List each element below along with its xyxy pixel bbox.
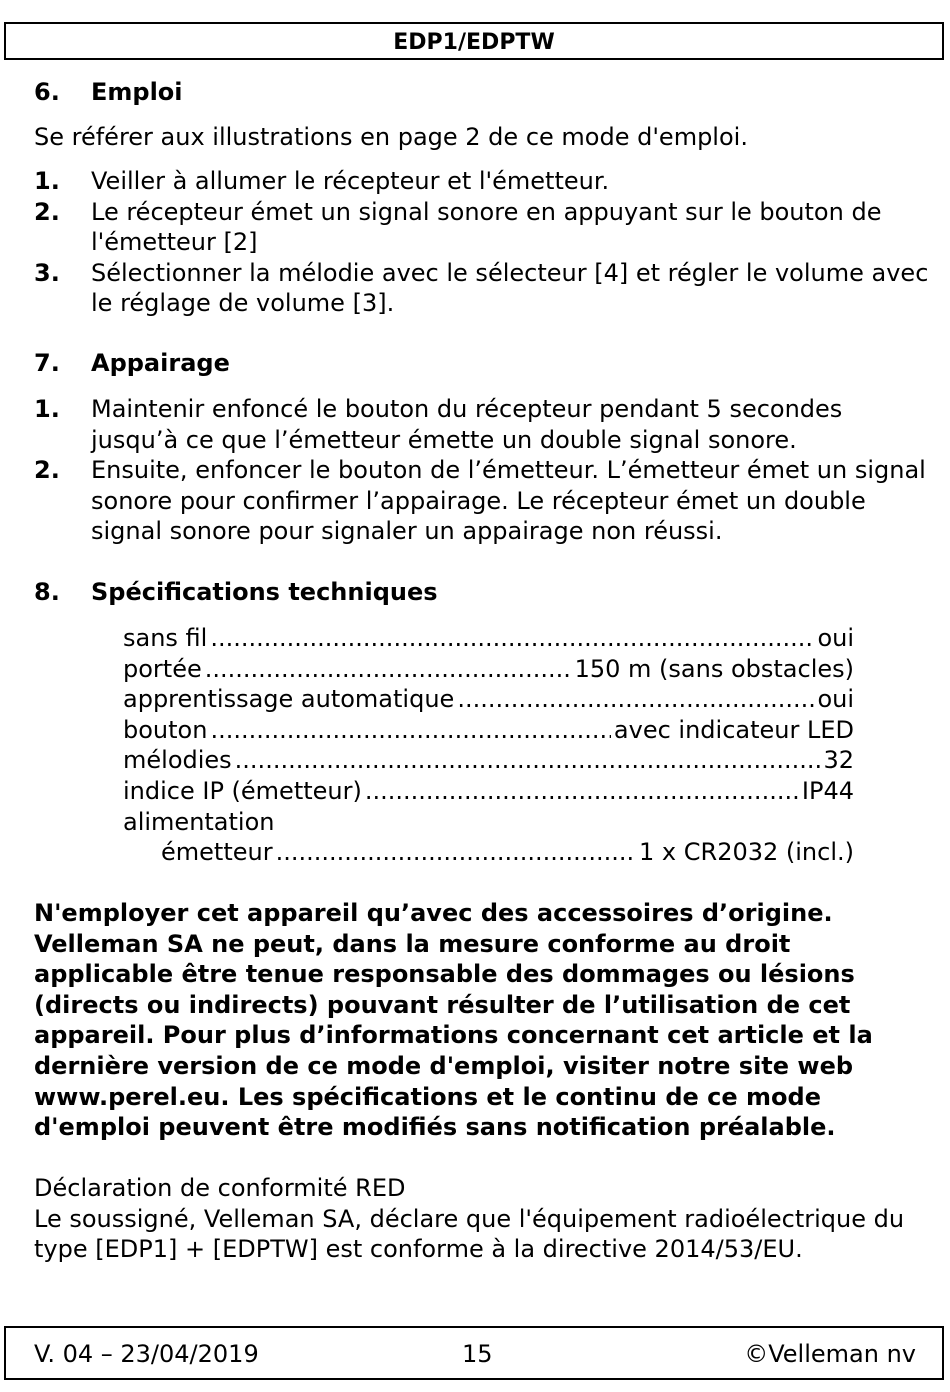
step-text: Veiller à allumer le récepteur et l'émetteur. bbox=[91, 167, 610, 195]
section-number: 7. bbox=[34, 349, 60, 377]
spec-label: émetteur bbox=[161, 838, 273, 867]
emploi-steps-list bbox=[34, 166, 934, 319]
spec-value: IP44 bbox=[801, 776, 854, 805]
spec-label: portée bbox=[123, 654, 202, 683]
section-number: 6. bbox=[34, 78, 60, 106]
section-heading: Appairage bbox=[91, 349, 230, 377]
spec-value: avec indicateur LED bbox=[613, 715, 854, 744]
page-header bbox=[4, 22, 944, 60]
step-number: 3. bbox=[34, 258, 60, 287]
leader-dots bbox=[365, 776, 799, 807]
spec-value: oui bbox=[817, 685, 854, 714]
section-number: 8. bbox=[34, 578, 60, 606]
step-number: 2. bbox=[34, 197, 60, 226]
specifications-table bbox=[123, 623, 854, 868]
spec-row bbox=[123, 745, 854, 776]
spec-label: indice IP (émetteur) bbox=[123, 776, 362, 805]
list-item bbox=[34, 197, 934, 258]
list-item bbox=[34, 258, 934, 319]
spec-label: sans fil bbox=[123, 624, 208, 652]
spec-row bbox=[123, 654, 854, 685]
list-item bbox=[34, 394, 934, 455]
spec-row bbox=[123, 837, 854, 868]
section-heading: Emploi bbox=[91, 78, 183, 106]
spec-row bbox=[123, 807, 854, 838]
declaration-block bbox=[34, 1173, 934, 1265]
spec-row bbox=[123, 715, 854, 746]
step-text: Maintenir enfoncé le bouton du récepteur pendant 5 secondes jusqu’à ce que l’émetteur émette un double signal sonore. bbox=[91, 395, 843, 454]
section-heading: Spécifications techniques bbox=[91, 578, 438, 606]
step-text: Le récepteur émet un signal sonore en appuyant sur le bouton de l'émetteur [2] bbox=[91, 197, 882, 256]
spec-label: bouton bbox=[123, 715, 208, 744]
footer-copyright: ©Velleman nv bbox=[744, 1340, 916, 1368]
step-number: 2. bbox=[34, 456, 60, 484]
section-intro: Se référer aux illustrations en page 2 de ce mode d'emploi. bbox=[34, 123, 748, 151]
spec-label: alimentation bbox=[123, 807, 275, 836]
step-text: Ensuite, enfoncer le bouton de l’émetteur. L’émetteur émet un signal sonore pour confirmer l’appairage. Le récepteur émet un double signal sonore pour signaler un appairage non réussi. bbox=[91, 456, 926, 545]
step-text: Sélectionner la mélodie avec le sélecteur [4] et régler le volume avec le réglage de volume [3]. bbox=[91, 258, 929, 317]
header-title: EDP1/EDPTW bbox=[393, 30, 555, 55]
list-item bbox=[34, 455, 934, 547]
spec-label: mélodies bbox=[123, 746, 232, 775]
leader-dots bbox=[205, 654, 572, 685]
spec-value: 1 x CR2032 (incl.) bbox=[639, 838, 854, 867]
section-title-emploi bbox=[34, 77, 183, 107]
spec-row bbox=[123, 684, 854, 715]
spec-row bbox=[123, 623, 854, 654]
spec-row bbox=[123, 776, 854, 807]
footer-version: V. 04 – 23/04/2019 bbox=[34, 1340, 259, 1368]
page-number: 15 bbox=[462, 1340, 493, 1368]
spec-value: 32 bbox=[823, 746, 854, 775]
leader-dots bbox=[276, 837, 636, 868]
declaration-title: Déclaration de conformité RED bbox=[34, 1174, 406, 1202]
list-item bbox=[34, 166, 934, 197]
appairage-steps-list bbox=[34, 394, 934, 547]
section-title-specifications bbox=[34, 577, 438, 607]
step-number: 1. bbox=[34, 395, 60, 423]
legal-notice: N'employer cet appareil qu’avec des accessoires d’origine. Velleman SA ne peut, dans la mesure conforme au droit applicable être tenue responsable des dommages ou lésions (directs ou indirects) pouvant résulter de l’utilisation de cet appareil. Pour plus d’informations concernant cet article et la dernière version de ce mode d'emploi, visiter notre site web www.perel.eu. Les spécifications et le continu de ce mode d'emploi peuvent être modifiés sans notification préalable. bbox=[34, 899, 873, 1142]
step-number: 1. bbox=[34, 167, 60, 195]
leader-dots bbox=[235, 745, 821, 776]
spec-label: apprentissage automatique bbox=[123, 685, 455, 714]
leader-dots bbox=[457, 684, 814, 715]
section-title-appairage bbox=[34, 348, 230, 378]
leader-dots bbox=[210, 715, 610, 746]
spec-value: oui bbox=[817, 624, 854, 652]
declaration-text: Le soussigné, Velleman SA, déclare que l'équipement radioélectrique du type [EDP1] + [EDPTW] est conforme à la directive 2014/53/EU. bbox=[34, 1204, 905, 1264]
leader-dots bbox=[210, 623, 814, 654]
spec-value: 150 m (sans obstacles) bbox=[574, 654, 854, 683]
page-footer bbox=[4, 1326, 944, 1380]
